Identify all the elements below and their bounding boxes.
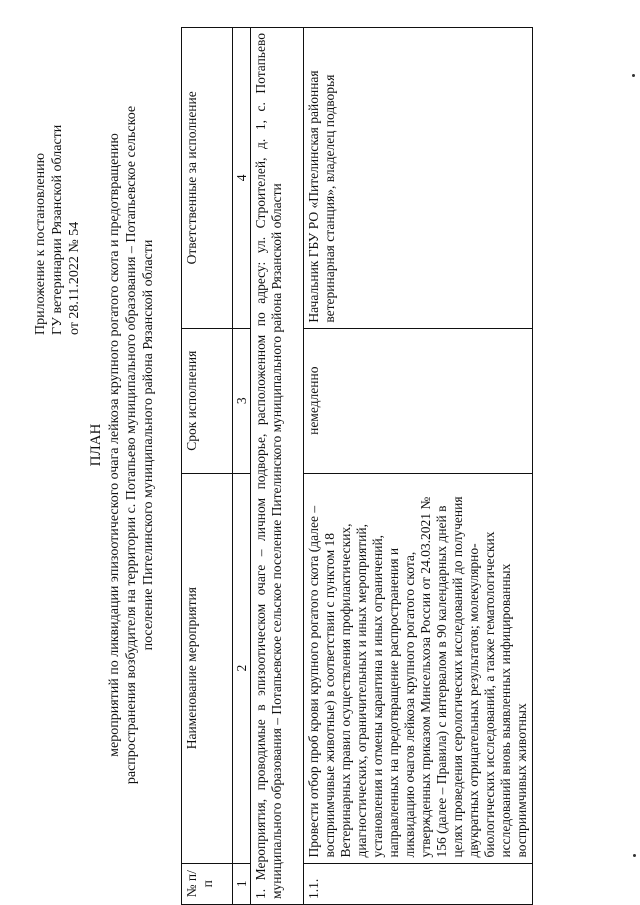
- title-line-3: поселение Пителинского муниципального района Рязанской области: [141, 239, 156, 651]
- approval-line-3: от 28.11.2022 № 54: [67, 221, 82, 335]
- scan-speck: [632, 74, 635, 77]
- plan-heading: ПЛАН: [88, 423, 104, 467]
- section-row: [251, 28, 304, 905]
- document-title: [88, 65, 157, 825]
- section-heading: 1. Мероприятия, проводимые в эпизоотическом очаге – личном подворье, расположенном по адресу: ул. Строителей, д. 1, с. Потапьево муниципального образования – Потапьевское сельское поселение Пителинского муниципального района Рязанской области: [251, 28, 304, 905]
- column-number: 3: [233, 328, 251, 473]
- title-line-1: мероприятий по ликвидации эпизоотического очага лейкоза крупного рогатого скота и предотвращению: [107, 133, 122, 757]
- title-line-2: распространения возбудителя на территории с. Потапьево муниципального образования – Потапьевское сельское: [124, 105, 139, 785]
- table-header-row: [182, 28, 233, 905]
- row-term: немедленно: [304, 328, 533, 473]
- approval-line-1: Приложение к постановлению: [33, 152, 48, 335]
- approval-line-2: ГУ ветеринарии Рязанской области: [50, 124, 65, 335]
- header-responsible: Ответственные за исполнение: [182, 28, 233, 329]
- column-number: 1: [233, 863, 251, 904]
- table-row: [304, 28, 533, 905]
- row-number: 1.1.: [304, 863, 533, 904]
- row-activity: Провести отбор проб крови крупного рогатого скота (далее – восприимчивые животные) в соответствии с пунктом 18 Ветеринарных правил осуществления профилактических, диагностических, ограничительных и иных мероприятий, установления и отмены карантина и иных ограничений, направленных на предотвращение распространения и ликвидацию очагов лейкоза крупного рогатого скота, утвержденных приказом Минсельхоза России от 24.03.2021 № 156 (далее – Правила) с интервалом в 90 календарных дней в целях проведения серологических исследований до получения двукратных отрицательных результатов; молекулярно-биологических исследований, а также гематологических исследований вновь выявленных инфицированных восприимчивых животных: [304, 473, 533, 863]
- header-term: Срок исполнения: [182, 328, 233, 473]
- column-number: 2: [233, 473, 251, 863]
- header-name: Наименование мероприятия: [182, 473, 233, 863]
- column-number-row: [233, 28, 251, 905]
- scan-speck: [633, 854, 636, 857]
- column-number: 4: [233, 28, 251, 329]
- header-num: № п/п: [182, 863, 233, 904]
- row-responsible: Начальник ГБУ РО «Пителинская районная ветеринарная станция», владелец подворья: [304, 28, 533, 329]
- approval-stamp: [32, 45, 83, 335]
- plan-table: [181, 27, 533, 905]
